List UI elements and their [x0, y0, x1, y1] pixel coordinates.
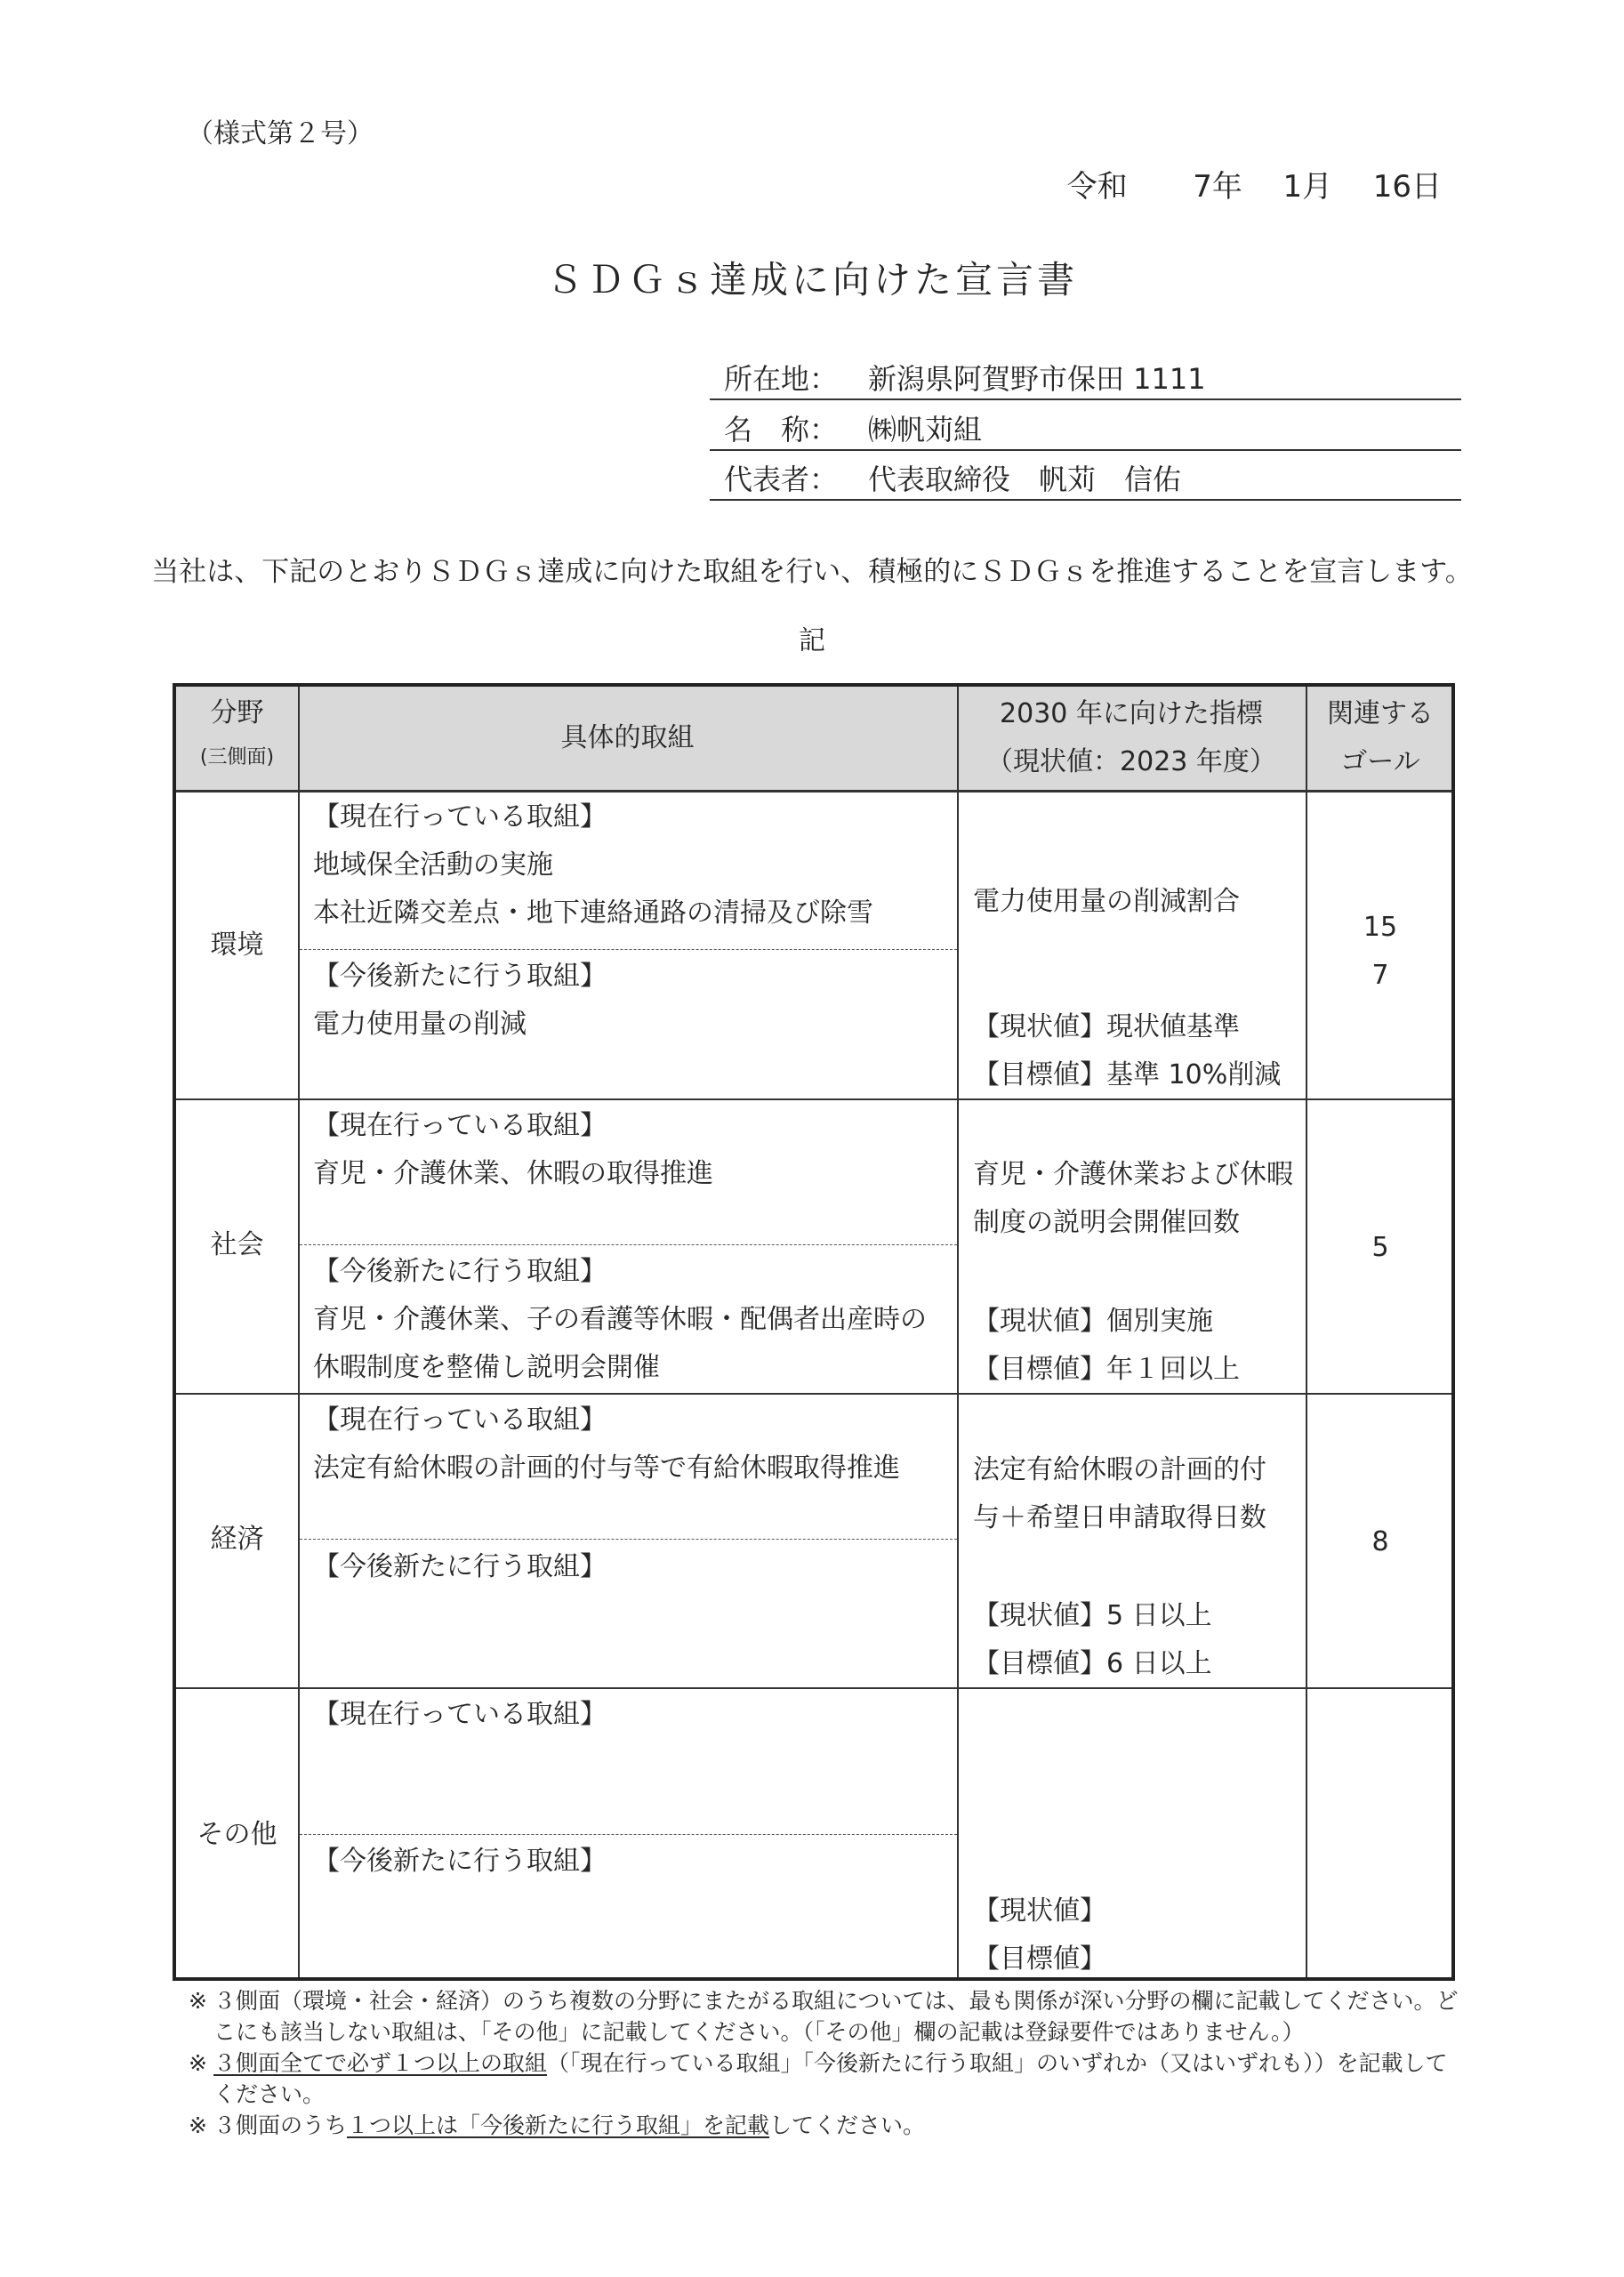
row-field-economy: 経済 [210, 1524, 264, 1555]
date-month: 1月 [1282, 169, 1333, 205]
row4-target-value: 【目標値】 [973, 1943, 1106, 1975]
row1-goal: 15 [1363, 912, 1398, 943]
row2-goal: 5 [1371, 1232, 1389, 1263]
row2-indicator: 制度の説明会開催回数 [973, 1207, 1240, 1238]
note-2-underlined: ３側面全てで必ず１つ以上の取組 [213, 2050, 548, 2076]
row1-goal: 7 [1371, 960, 1389, 991]
row3-indicator: 与＋希望日申請取得日数 [973, 1502, 1266, 1533]
row3-current-value: 【現状値】5 日以上 [973, 1600, 1212, 1631]
row1-indicator: 電力使用量の削減割合 [973, 886, 1240, 917]
row1-new-label: 【今後新たに行う取組】 [313, 961, 607, 992]
row2-current-value: 【現状値】個別実施 [973, 1306, 1213, 1337]
header-field: 分野 [210, 697, 264, 728]
row-field-environment: 環境 [210, 929, 264, 961]
note-mark: ※ [189, 2050, 207, 2076]
note-3-text-b: してください。 [769, 2112, 926, 2138]
header-field-sub: (三側面) [199, 746, 275, 768]
company-name-value: ㈱帆苅組 [868, 413, 983, 447]
header-action: 具体的取組 [560, 722, 695, 753]
row2-indicator: 育児・介護休業および休暇 [973, 1159, 1293, 1190]
header-indicator-line2: （現状値：2023 年度） [986, 746, 1276, 777]
note-2-text: （「現在行っている取組」「今後新たに行う取組」のいずれか（又はいずれも））を記載してください。 [213, 2050, 1448, 2107]
row2-current-label: 【現在行っている取組】 [313, 1110, 607, 1141]
address-label: 所在地： [724, 362, 839, 396]
row4-current-label: 【現在行っている取組】 [313, 1699, 607, 1730]
note-3-underlined: １つ以上は「今後新たに行う取組」を記載 [347, 2112, 770, 2138]
row3-indicator: 法定有給休暇の計画的付 [973, 1454, 1266, 1485]
address-value: 新潟県阿賀野市保田 1111 [868, 362, 1206, 396]
representative-label: 代表者： [724, 463, 839, 496]
note-3 [189, 2110, 1460, 2141]
address-row [710, 350, 1461, 400]
row2-current-item: 育児・介護休業、休暇の取得推進 [313, 1158, 713, 1189]
row2-target-value: 【目標値】年１回以上 [973, 1354, 1240, 1385]
date-year: 7年 [1193, 169, 1242, 205]
header-indicator-line1: 2030 年に向けた指標 [1000, 698, 1263, 729]
row3-current-item: 法定有給休暇の計画的付与等で有給休暇取得推進 [313, 1452, 900, 1484]
company-name-row [710, 400, 1461, 451]
form-number: （様式第２号） [187, 118, 374, 149]
note-2 [189, 2048, 1460, 2110]
row1-current-item: 地域保全活動の実施 [313, 849, 553, 881]
row4-current-value: 【現状値】 [973, 1895, 1106, 1927]
note-3-text-a: ３側面のうち [213, 2112, 348, 2138]
row3-target-value: 【目標値】6 日以上 [973, 1648, 1212, 1679]
row3-new-label: 【今後新たに行う取組】 [313, 1551, 607, 1582]
document-title: ＳＤＧｓ達成に向けた宣言書 [545, 258, 1078, 302]
row1-current-item: 本社近隣交差点・地下連絡通路の清掃及び除雪 [313, 897, 873, 929]
notes [189, 1985, 1460, 2141]
ki-heading: 記 [799, 625, 825, 656]
header-goal-line1: 関連する [1327, 698, 1434, 729]
row2-new-item: 育児・介護休業、子の看護等休暇・配偶者出産時の [313, 1304, 927, 1335]
row2-new-label: 【今後新たに行う取組】 [313, 1256, 607, 1287]
representative-value: 代表取締役 帆苅 信佑 [868, 463, 1182, 496]
row1-current-label: 【現在行っている取組】 [313, 801, 607, 833]
row1-target-value: 【目標値】基準 10%削減 [973, 1059, 1282, 1090]
header-goal-line2: ゴール [1340, 746, 1420, 777]
date-era: 令和 [1066, 169, 1128, 205]
row1-current-value: 【現状値】現状値基準 [973, 1011, 1240, 1042]
row3-goal: 8 [1371, 1526, 1389, 1557]
company-name-label: 名 称： [724, 413, 839, 447]
row-field-society: 社会 [210, 1229, 264, 1260]
note-1 [189, 1985, 1460, 2048]
row4-new-label: 【今後新たに行う取組】 [313, 1846, 607, 1877]
sdg-table [173, 683, 1455, 1981]
representative-row [710, 450, 1461, 501]
row-field-other: その他 [197, 1819, 277, 1850]
note-mark: ※ [189, 2112, 207, 2138]
date [1067, 162, 1442, 205]
date-day: 16日 [1372, 169, 1442, 205]
declaration-text: 当社は、下記のとおりＳＤＧｓ達成に向けた取組を行い、積極的にＳＤＧｓを推進することを宣言します。 [151, 556, 1473, 588]
row1-new-item: 電力使用量の削減 [313, 1009, 527, 1040]
row2-new-item: 休暇制度を整備し説明会開催 [313, 1352, 660, 1383]
note-mark: ※ [189, 1988, 207, 2014]
note-1-text: ３側面（環境・社会・経済）のうち複数の分野にまたがる取組については、最も関係が深い分野の欄に記載してください。どこにも該当しない取組は、「その他」に記載してください。（「その他」欄の記載は登録要件ではありません。） [213, 1988, 1459, 2045]
row3-current-label: 【現在行っている取組】 [313, 1404, 607, 1436]
